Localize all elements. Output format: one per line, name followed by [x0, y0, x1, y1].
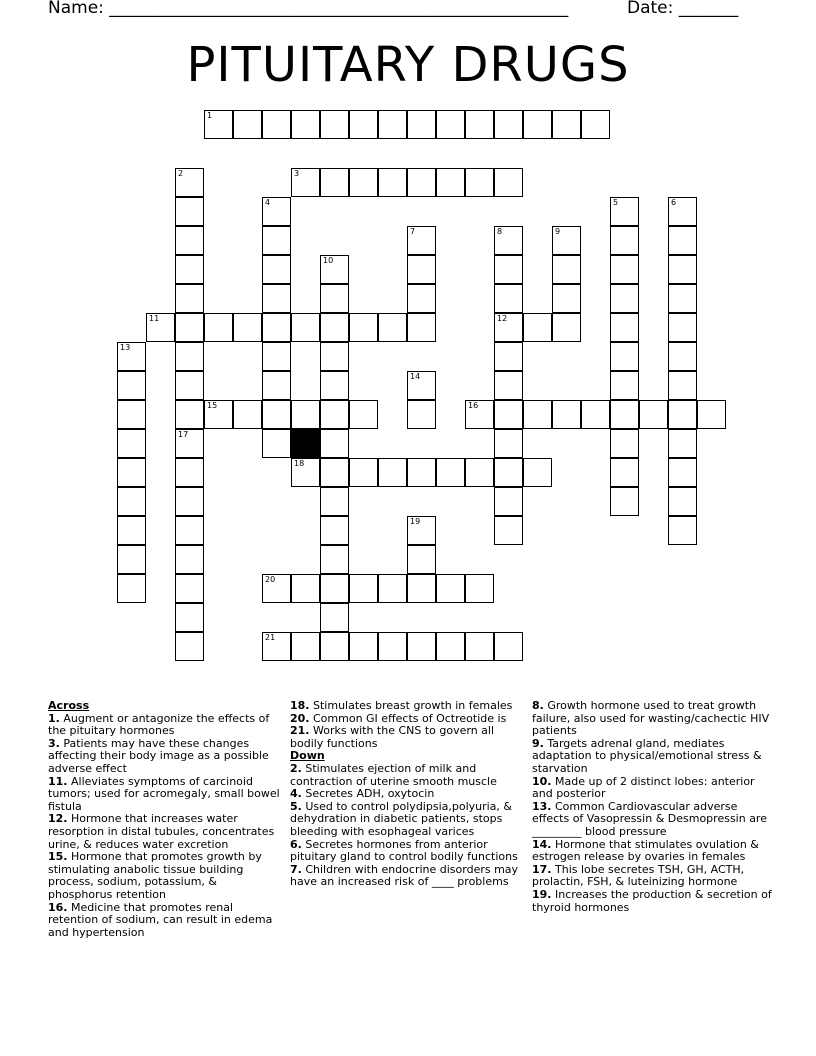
- grid-cell[interactable]: [262, 400, 291, 429]
- grid-cell[interactable]: [262, 313, 291, 342]
- clue-number: 16: [468, 401, 479, 410]
- grid-cell[interactable]: [175, 429, 204, 458]
- grid-cell[interactable]: [175, 400, 204, 429]
- clue-number: 6: [671, 198, 677, 207]
- clue-item: [48, 738, 284, 776]
- grid-cell[interactable]: [668, 226, 697, 255]
- grid-cell[interactable]: [320, 400, 349, 429]
- grid-cell[interactable]: [668, 487, 697, 516]
- grid-cell[interactable]: [262, 632, 291, 661]
- grid-cell[interactable]: [465, 574, 494, 603]
- grid-cell[interactable]: [262, 574, 291, 603]
- clue-item-number: 13.: [532, 799, 552, 813]
- clue-item-text: Common GI effects of Octreotide is: [309, 711, 507, 725]
- clue-number: 3: [294, 169, 300, 178]
- clues-column-3: [532, 700, 772, 914]
- grid-cell[interactable]: [494, 168, 523, 197]
- grid-cell[interactable]: [668, 342, 697, 371]
- grid-cell[interactable]: [349, 632, 378, 661]
- clue-number: 18: [294, 459, 305, 468]
- grid-cell[interactable]: [320, 371, 349, 400]
- grid-cell[interactable]: [494, 342, 523, 371]
- clue-number: 2: [178, 169, 184, 178]
- grid-cell[interactable]: [552, 255, 581, 284]
- grid-cell[interactable]: [262, 197, 291, 226]
- grid-cell[interactable]: [697, 400, 726, 429]
- clue-item-text: Common Cardiovascular adverse effects of Vasopressin & Desmopressin are _________ blood pressure: [532, 799, 767, 838]
- clue-item: [290, 763, 526, 788]
- clue-item-number: 10.: [532, 774, 552, 788]
- clue-item-text: Used to control polydipsia,polyuria, & dehydration in diabetic patients, stops bleeding with esophageal varices: [290, 799, 512, 838]
- grid-cell[interactable]: [407, 516, 436, 545]
- clue-item-number: 20.: [290, 711, 310, 725]
- clue-item-number: 12.: [48, 812, 68, 826]
- grid-cell[interactable]: [610, 313, 639, 342]
- grid-cell[interactable]: [320, 168, 349, 197]
- grid-cell[interactable]: [117, 574, 146, 603]
- clue-item: [290, 801, 526, 839]
- grid-cell[interactable]: [407, 226, 436, 255]
- grid-cell[interactable]: [320, 458, 349, 487]
- grid-cell[interactable]: [610, 487, 639, 516]
- grid-cell[interactable]: [668, 313, 697, 342]
- grid-cell[interactable]: [494, 110, 523, 139]
- clue-item-number: 6.: [290, 837, 302, 851]
- clue-number: 5: [613, 198, 619, 207]
- grid-cell[interactable]: [262, 226, 291, 255]
- grid-cell[interactable]: [436, 632, 465, 661]
- clue-number: 1: [207, 111, 213, 120]
- grid-cell[interactable]: [407, 284, 436, 313]
- grid-cell[interactable]: [233, 313, 262, 342]
- grid-cell[interactable]: [349, 110, 378, 139]
- clue-item-number: 15.: [48, 850, 68, 864]
- grid-cell[interactable]: [175, 545, 204, 574]
- clue-item-text: Alleviates symptoms of carcinoid tumors; used for acromegaly, small bowel fistula: [48, 774, 280, 813]
- clue-number: 15: [207, 401, 218, 410]
- grid-cell[interactable]: [262, 255, 291, 284]
- clue-number: 14: [410, 372, 421, 381]
- grid-cell[interactable]: [436, 110, 465, 139]
- clue-number: 11: [149, 314, 160, 323]
- clue-item-number: 18.: [290, 699, 310, 712]
- grid-cell[interactable]: [581, 110, 610, 139]
- grid-cell[interactable]: [610, 197, 639, 226]
- grid-cell[interactable]: [262, 371, 291, 400]
- grid-cell[interactable]: [175, 197, 204, 226]
- clue-item-text: Medicine that promotes renal retention of sodium, can result in edema and hypertension: [48, 900, 273, 939]
- name-label: Name:: [48, 0, 104, 18]
- grid-cell[interactable]: [407, 110, 436, 139]
- grid-cell[interactable]: [407, 545, 436, 574]
- grid-cell[interactable]: [262, 110, 291, 139]
- grid-cell[interactable]: [291, 110, 320, 139]
- grid-cell[interactable]: [175, 255, 204, 284]
- grid-cell[interactable]: [117, 400, 146, 429]
- grid-cell[interactable]: [378, 574, 407, 603]
- clue-item-number: 3.: [48, 736, 60, 750]
- clue-item-text: Patients may have these changes affecting their body image as a possible adverse effect: [48, 736, 269, 775]
- grid-cell[interactable]: [320, 313, 349, 342]
- clue-item-number: 17.: [532, 862, 552, 876]
- across-heading: Across: [48, 699, 90, 712]
- grid-cell[interactable]: [407, 458, 436, 487]
- grid-cell[interactable]: [668, 255, 697, 284]
- grid-cell[interactable]: [407, 255, 436, 284]
- grid-cell[interactable]: [610, 400, 639, 429]
- date-field: [627, 0, 738, 19]
- grid-cell[interactable]: [175, 342, 204, 371]
- grid-cell[interactable]: [407, 400, 436, 429]
- grid-cell[interactable]: [581, 400, 610, 429]
- name-field: [48, 0, 568, 19]
- clue-number: 4: [265, 198, 271, 207]
- grid-cell[interactable]: [668, 429, 697, 458]
- grid-cell[interactable]: [117, 429, 146, 458]
- grid-cell[interactable]: [494, 516, 523, 545]
- grid-cell[interactable]: [407, 574, 436, 603]
- grid-cell[interactable]: [465, 400, 494, 429]
- clue-item: [532, 801, 772, 839]
- grid-cell[interactable]: [407, 371, 436, 400]
- clue-item: [48, 813, 284, 851]
- grid-cell[interactable]: [175, 574, 204, 603]
- grid-cell[interactable]: [175, 371, 204, 400]
- grid-cell[interactable]: [407, 632, 436, 661]
- grid-cell[interactable]: [523, 400, 552, 429]
- clue-item: [532, 700, 772, 738]
- grid-cell[interactable]: [668, 400, 697, 429]
- grid-cell[interactable]: [494, 313, 523, 342]
- clue-item-number: 19.: [532, 887, 552, 901]
- clue-item-text: Growth hormone used to treat growth failure, also used for wasting/cachectic HIV patients: [532, 699, 770, 738]
- grid-cell[interactable]: [494, 226, 523, 255]
- grid-cell[interactable]: [465, 110, 494, 139]
- clue-item: [532, 864, 772, 889]
- date-label: Date:: [627, 0, 674, 18]
- clue-item-text: Augment or antagonize the effects of the pituitary hormones: [48, 711, 270, 738]
- grid-cell[interactable]: [610, 255, 639, 284]
- clues-column-1: [48, 700, 284, 939]
- grid-cell[interactable]: [552, 400, 581, 429]
- grid-cell[interactable]: [175, 226, 204, 255]
- clue-item: [48, 776, 284, 814]
- grid-cell[interactable]: [552, 226, 581, 255]
- grid-cell[interactable]: [407, 168, 436, 197]
- grid-cell[interactable]: [668, 371, 697, 400]
- clue-item-text: Secretes hormones from anterior pituitary gland to control bodily functions: [290, 837, 518, 864]
- grid-cell[interactable]: [349, 574, 378, 603]
- grid-cell[interactable]: [494, 429, 523, 458]
- grid-cell[interactable]: [494, 371, 523, 400]
- grid-cell[interactable]: [639, 400, 668, 429]
- grid-cell[interactable]: [465, 632, 494, 661]
- clue-item-text: Hormone that increases water resorption in distal tubules, concentrates urine, & reduces water excretion: [48, 812, 275, 851]
- grid-cell[interactable]: [552, 110, 581, 139]
- clue-number: 13: [120, 343, 131, 352]
- grid-cell[interactable]: [117, 545, 146, 574]
- grid-cell[interactable]: [146, 313, 175, 342]
- clue-item: [48, 851, 284, 901]
- grid-cell[interactable]: [117, 516, 146, 545]
- clue-item-number: 9.: [532, 736, 544, 750]
- grid-cell[interactable]: [175, 632, 204, 661]
- grid-cell[interactable]: [262, 342, 291, 371]
- grid-cell[interactable]: [668, 516, 697, 545]
- clue-item: [48, 713, 284, 738]
- clue-item-number: 14.: [532, 837, 552, 851]
- grid-cell[interactable]: [378, 632, 407, 661]
- clue-item-text: This lobe secretes TSH, GH, ACTH, prolactin, FSH, & luteinizing hormone: [532, 862, 745, 889]
- grid-cell[interactable]: [523, 458, 552, 487]
- grid-cell[interactable]: [523, 110, 552, 139]
- clue-item-text: Secretes ADH, oxytocin: [301, 787, 435, 801]
- grid-cell[interactable]: [320, 284, 349, 313]
- clue-item-text: Hormone that stimulates ovulation & estrogen release by ovaries in females: [532, 837, 759, 864]
- grid-cell[interactable]: [610, 342, 639, 371]
- grid-cell[interactable]: [378, 313, 407, 342]
- grid-cell[interactable]: [465, 168, 494, 197]
- down-clue-list: [290, 763, 526, 889]
- grid-cell[interactable]: [320, 574, 349, 603]
- grid-cell[interactable]: [610, 458, 639, 487]
- clue-item-text: Increases the production & secretion of thyroid hormones: [532, 887, 772, 914]
- clue-item: [290, 864, 526, 889]
- clue-item-number: 11.: [48, 774, 68, 788]
- clue-number: 17: [178, 430, 189, 439]
- grid-cell[interactable]: [175, 603, 204, 632]
- clue-item: [532, 839, 772, 864]
- grid-cell[interactable]: [494, 487, 523, 516]
- grid-cell[interactable]: [552, 284, 581, 313]
- grid-cell[interactable]: [175, 487, 204, 516]
- grid-cell[interactable]: [610, 226, 639, 255]
- across-clue-list: [48, 713, 284, 940]
- grid-cell[interactable]: [320, 342, 349, 371]
- grid-cell[interactable]: [320, 516, 349, 545]
- across-clue-list-continued: [290, 700, 526, 750]
- grid-cell[interactable]: [117, 342, 146, 371]
- clue-number: 7: [410, 227, 416, 236]
- clue-item-text: Stimulates breast growth in females: [309, 699, 513, 712]
- grid-cell[interactable]: [291, 400, 320, 429]
- grid-cell[interactable]: [175, 458, 204, 487]
- clue-number: 19: [410, 517, 421, 526]
- grid-cell[interactable]: [320, 603, 349, 632]
- grid-cell[interactable]: [378, 168, 407, 197]
- grid-cell[interactable]: [117, 371, 146, 400]
- clue-item: [290, 839, 526, 864]
- grid-cell[interactable]: [204, 313, 233, 342]
- grid-cell[interactable]: [349, 168, 378, 197]
- grid-cell[interactable]: [523, 313, 552, 342]
- clue-number: 12: [497, 314, 508, 323]
- clue-item-text: Hormone that promotes growth by stimulating anabolic tissue building process, sodium, potassium, & phosphorus retention: [48, 850, 262, 901]
- clue-item-number: 21.: [290, 724, 310, 738]
- grid-cell[interactable]: [233, 110, 262, 139]
- grid-cell[interactable]: [436, 168, 465, 197]
- grid-cell[interactable]: [175, 313, 204, 342]
- grid-cell[interactable]: [494, 632, 523, 661]
- clue-item-text: Stimulates ejection of milk and contraction of uterine smooth muscle: [290, 761, 497, 788]
- grid-cell[interactable]: [494, 255, 523, 284]
- clue-item-text: Made up of 2 distinct lobes: anterior and posterior: [532, 774, 755, 801]
- grid-cell[interactable]: [349, 313, 378, 342]
- grid-cell[interactable]: [668, 458, 697, 487]
- grid-cell[interactable]: [494, 458, 523, 487]
- grid-cell[interactable]: [349, 400, 378, 429]
- grid-cell[interactable]: [610, 284, 639, 313]
- grid-cell[interactable]: [291, 313, 320, 342]
- grid-cell[interactable]: [494, 400, 523, 429]
- grid-cell[interactable]: [407, 313, 436, 342]
- grid-cell[interactable]: [465, 458, 494, 487]
- clue-number: 20: [265, 575, 276, 584]
- grid-cell[interactable]: [262, 284, 291, 313]
- clue-item-number: 5.: [290, 799, 302, 813]
- clue-item-text: Works with the CNS to govern all bodily functions: [290, 724, 495, 750]
- grid-cell[interactable]: [320, 429, 349, 458]
- grid-cell[interactable]: [320, 110, 349, 139]
- grid-cell[interactable]: [349, 458, 378, 487]
- grid-cell[interactable]: [668, 284, 697, 313]
- grid-cell[interactable]: [291, 632, 320, 661]
- page-title: PITUITARY DRUGS: [186, 37, 630, 93]
- grid-cell[interactable]: [291, 458, 320, 487]
- down-heading: Down: [290, 749, 325, 763]
- clue-number: 21: [265, 633, 276, 642]
- grid-cell[interactable]: [117, 487, 146, 516]
- down-clue-list-continued: [532, 700, 772, 914]
- clue-number: 10: [323, 256, 334, 265]
- clue-number: 8: [497, 227, 503, 236]
- grid-cell[interactable]: [204, 110, 233, 139]
- grid-cell[interactable]: [494, 284, 523, 313]
- clue-item-number: 16.: [48, 900, 68, 914]
- clue-item-number: 1.: [48, 711, 60, 725]
- grid-cell[interactable]: [320, 255, 349, 284]
- clue-item: [532, 776, 772, 801]
- grid-cell[interactable]: [291, 168, 320, 197]
- grid-cell[interactable]: [233, 400, 262, 429]
- grid-cell[interactable]: [175, 516, 204, 545]
- name-line[interactable]: ______________________________________________________: [109, 0, 569, 18]
- grid-cell[interactable]: [320, 632, 349, 661]
- clues-column-2: [290, 700, 526, 889]
- black-square: [291, 429, 320, 458]
- clue-item-number: 4.: [290, 787, 302, 801]
- grid-cell[interactable]: [436, 458, 465, 487]
- clue-item: [290, 725, 526, 750]
- grid-cell[interactable]: [668, 197, 697, 226]
- grid-cell[interactable]: [436, 574, 465, 603]
- grid-cell[interactable]: [204, 400, 233, 429]
- grid-cell[interactable]: [175, 168, 204, 197]
- grid-cell[interactable]: [291, 574, 320, 603]
- clue-item-text: Children with endocrine disorders may have an increased risk of ____ problems: [290, 862, 519, 889]
- clue-item: [532, 889, 772, 914]
- grid-cell[interactable]: [175, 284, 204, 313]
- grid-cell[interactable]: [378, 458, 407, 487]
- clue-item-text: Targets adrenal gland, mediates adaptation to physical/emotional stress & starvation: [532, 736, 762, 775]
- clue-item-number: 7.: [290, 862, 302, 876]
- clue-number: 9: [555, 227, 561, 236]
- clue-item-number: 8.: [532, 699, 544, 712]
- grid-cell[interactable]: [320, 545, 349, 574]
- clue-item: [532, 738, 772, 776]
- date-line[interactable]: _______: [678, 0, 739, 18]
- grid-cell[interactable]: [320, 487, 349, 516]
- grid-cell[interactable]: [262, 429, 291, 458]
- clue-item: [48, 902, 284, 940]
- grid-cell[interactable]: [610, 429, 639, 458]
- clue-item-number: 2.: [290, 761, 302, 775]
- grid-cell[interactable]: [117, 458, 146, 487]
- grid-cell[interactable]: [552, 313, 581, 342]
- grid-cell[interactable]: [378, 110, 407, 139]
- grid-cell[interactable]: [610, 371, 639, 400]
